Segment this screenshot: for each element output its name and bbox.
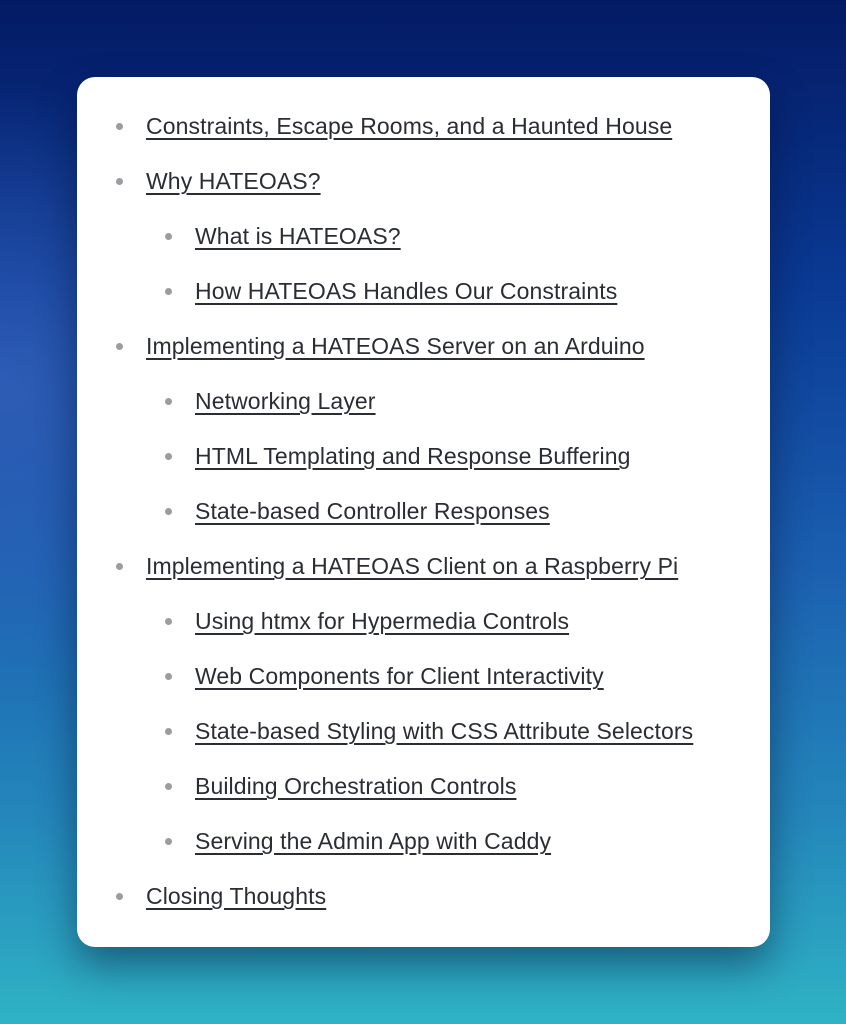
toc-item-hateoas-server-arduino [77,324,770,379]
bullet-icon [165,728,172,735]
toc-link-what-is-hateoas[interactable]: What is HATEOAS? [195,223,401,249]
bullet-icon [165,288,172,295]
toc-link-htmx-hypermedia[interactable]: Using htmx for Hypermedia Controls [195,608,570,634]
toc-item-closing-thoughts [77,874,770,929]
bullet-icon [116,893,123,900]
toc-item-why-hateoas [77,159,770,214]
toc-link-orchestration-controls[interactable]: Building Orchestration Controls [195,773,517,799]
toc-item-htmx-hypermedia [77,599,770,654]
bullet-icon [165,838,172,845]
bullet-icon [165,508,172,515]
toc-item-admin-app-caddy [77,819,770,874]
toc-item-html-templating [77,434,770,489]
toc-link-admin-app-caddy[interactable]: Serving the Admin App with Caddy [195,828,552,854]
bullet-icon [116,178,123,185]
toc-link-why-hateoas[interactable]: Why HATEOAS? [146,168,321,194]
table-of-contents-list [77,104,770,929]
toc-item-hateoas-constraints [77,269,770,324]
toc-link-css-attribute-selectors[interactable]: State-based Styling with CSS Attribute Selectors [195,718,694,744]
bullet-icon [116,343,123,350]
bullet-icon [165,233,172,240]
toc-link-hateoas-client-raspberry-pi[interactable]: Implementing a HATEOAS Client on a Raspberry Pi [146,553,679,579]
toc-link-constraints-escape-rooms[interactable]: Constraints, Escape Rooms, and a Haunted House [146,113,673,139]
bullet-icon [165,783,172,790]
toc-item-constraints-escape-rooms [77,104,770,159]
toc-link-state-based-controller[interactable]: State-based Controller Responses [195,498,550,524]
toc-link-hateoas-server-arduino[interactable]: Implementing a HATEOAS Server on an Arduino [146,333,645,359]
toc-link-html-templating[interactable]: HTML Templating and Response Buffering [195,443,631,469]
toc-link-hateoas-constraints[interactable]: How HATEOAS Handles Our Constraints [195,278,618,304]
toc-item-orchestration-controls [77,764,770,819]
toc-item-css-attribute-selectors [77,709,770,764]
bullet-icon [165,398,172,405]
toc-item-what-is-hateoas [77,214,770,269]
bullet-icon [165,673,172,680]
toc-item-networking-layer [77,379,770,434]
table-of-contents-card [77,77,770,947]
toc-item-web-components [77,654,770,709]
bullet-icon [116,563,123,570]
toc-link-web-components[interactable]: Web Components for Client Interactivity [195,663,604,689]
toc-item-hateoas-client-raspberry-pi [77,544,770,599]
toc-link-closing-thoughts[interactable]: Closing Thoughts [146,883,327,909]
toc-item-state-based-controller [77,489,770,544]
bullet-icon [165,618,172,625]
bullet-icon [165,453,172,460]
bullet-icon [116,123,123,130]
toc-link-networking-layer[interactable]: Networking Layer [195,388,376,414]
